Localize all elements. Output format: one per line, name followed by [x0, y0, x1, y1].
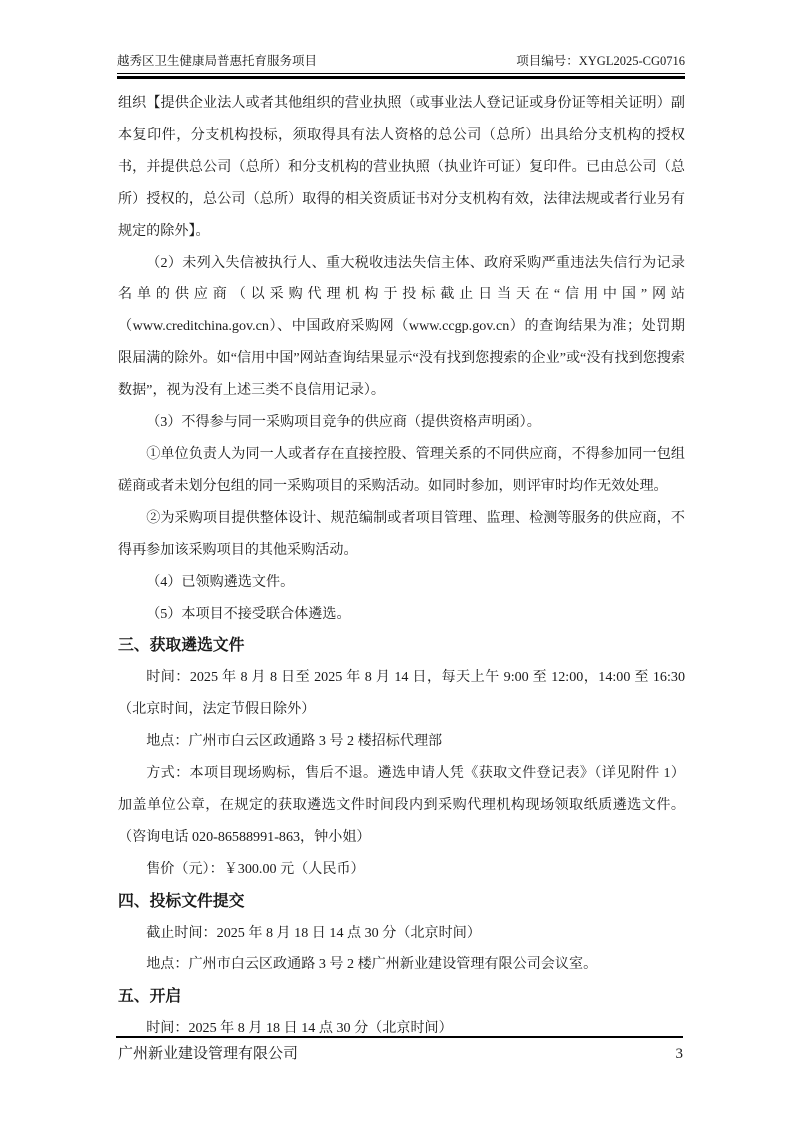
- paragraph: 截止时间：2025 年 8 月 18 日 14 点 30 分（北京时间）: [146, 924, 481, 941]
- header-project-title: 越秀区卫生健康局普惠托育服务项目: [117, 54, 318, 68]
- paragraph: 时间：2025 年 8 月 18 日 14 点 30 分（北京时间）: [146, 1020, 453, 1037]
- footer-company: 广州新业建设管理有限公司: [118, 1046, 299, 1062]
- paragraph: （2）未列入失信被执行人、重大税收违法失信主体、政府采购严重违法失信行为记录名单的供应商（以采购代理机构于投标截止日当天在“信用中国”网站（www.creditchina.gov.cn）、中国政府采购网（www.ccgp.gov.cn）的查询结果为准；处罚期限届满的除外。如“信用中国”网站查询结果显示“没有找到您搜索的企业”或“没有找到您搜索数据”，视为没有上述三类不良信用记录）。: [118, 254, 685, 399]
- section-heading: 四、投标文件提交: [118, 892, 245, 910]
- document-body: [118, 88, 685, 1045]
- paragraph: 地点：广州市白云区政通路 3 号 2 楼招标代理部: [146, 733, 443, 750]
- paragraph: 售价（元）：￥300.00 元（人民币）: [146, 860, 365, 877]
- paragraph: 组织【提供企业法人或者其他组织的营业执照（或事业法人登记证或身份证等相关证明）副本复印件，分支机构投标，须取得具有法人资格的总公司（总所）出具给分支机构的授权书，并提供总公司（总所）和分支机构的营业执照（执业许可证）复印件。已由总公司（总所）授权的，总公司（总所）取得的相关资质证书对分支机构有效，法律法规或者行业另有规定的除外】。: [118, 95, 685, 239]
- header-rule-thick: [117, 76, 685, 79]
- paragraph: （3）不得参与同一采购项目竞争的供应商（提供资格声明函）。: [146, 414, 541, 431]
- page-footer: [118, 1045, 683, 1064]
- header-project-number: 项目编号：XYGL2025-CG0716: [516, 54, 685, 68]
- section-heading: 五、开启: [118, 988, 182, 1006]
- section-heading: 三、获取遴选文件: [118, 637, 245, 655]
- paragraph: 时间：2025 年 8 月 8 日至 2025 年 8 月 14 日，每天上午 9:00 至 12:00，14:00 至 16:30（北京时间，法定节假日除外）: [118, 669, 685, 718]
- paragraph: （5）本项目不接受联合体遴选。: [146, 605, 351, 622]
- page-header: [117, 54, 685, 79]
- paragraph: （4）已领购遴选文件。: [146, 573, 295, 590]
- paragraph: 地点：广州市白云区政通路 3 号 2 楼广州新业建设管理有限公司会议室。: [146, 956, 598, 973]
- header-row: [117, 54, 685, 69]
- header-rule-thin: [117, 73, 685, 74]
- paragraph: 方式：本项目现场购标，售后不退。遴选申请人凭《获取文件登记表》（详见附件 1）加盖单位公章，在规定的获取遴选文件时间段内到采购代理机构现场领取纸质遴选文件。（咨询电话 020-86588991-863，钟小姐）: [118, 765, 685, 845]
- footer-rule: [116, 1036, 683, 1038]
- footer-page-number: 3: [675, 1046, 683, 1062]
- paragraph: ②为采购项目提供整体设计、规范编制或者项目管理、监理、检测等服务的供应商，不得再参加该采购项目的其他采购活动。: [118, 509, 685, 558]
- paragraph: ①单位负责人为同一人或者存在直接控股、管理关系的不同供应商，不得参加同一包组磋商或者未划分包组的同一采购项目的采购活动。如同时参加，则评审时均作无效处理。: [118, 445, 685, 494]
